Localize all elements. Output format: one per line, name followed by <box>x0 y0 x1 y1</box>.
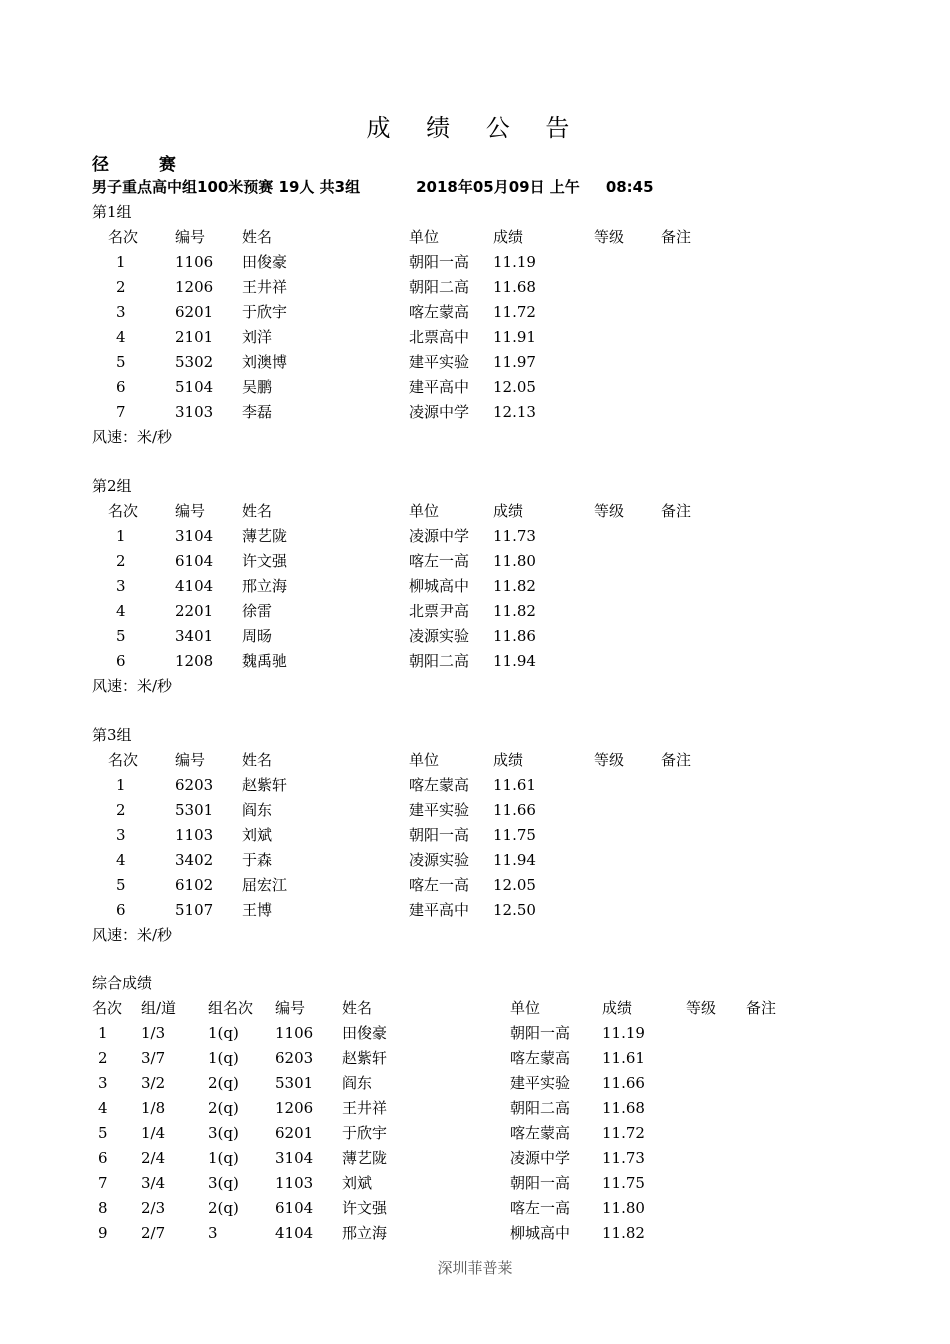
event-line <box>92 176 654 197</box>
cell-unit: 建平高中 <box>409 378 470 396</box>
header-rank: 名次 <box>108 751 139 769</box>
table-row <box>0 1146 950 1171</box>
cell-result: 11.97 <box>493 353 536 371</box>
header-unit: 单位 <box>409 228 440 246</box>
wind-speed: 风速：米/秒 <box>92 926 173 944</box>
cell-name: 邢立海 <box>342 1224 388 1242</box>
cell-bib: 3402 <box>175 851 214 869</box>
header-result: 成绩 <box>493 751 524 769</box>
cell-rank: 5 <box>116 876 126 894</box>
cell-bib: 1103 <box>275 1174 314 1192</box>
table-row <box>0 574 950 599</box>
cell-unit: 喀左蒙高 <box>409 303 470 321</box>
cell-rank: 2 <box>116 801 126 819</box>
table-row <box>0 649 950 674</box>
cell-unit: 喀左一高 <box>510 1199 571 1217</box>
cell-heat-lane: 3/7 <box>141 1049 166 1067</box>
cell-result: 11.73 <box>602 1149 645 1167</box>
cell-bib: 1106 <box>275 1024 314 1042</box>
cell-bib: 1206 <box>275 1099 314 1117</box>
cell-bib: 6104 <box>275 1199 314 1217</box>
table-row <box>0 524 950 549</box>
table-row <box>0 1096 950 1121</box>
cell-rank: 8 <box>98 1199 108 1217</box>
cell-result: 12.05 <box>493 378 536 396</box>
cell-result: 11.94 <box>493 652 536 670</box>
cell-rank: 2 <box>98 1049 108 1067</box>
cell-heat-rank: 2(q) <box>208 1074 239 1092</box>
header-bib: 编号 <box>175 228 206 246</box>
table-row <box>0 300 950 325</box>
table-row <box>0 375 950 400</box>
cell-rank: 3 <box>98 1074 108 1092</box>
cell-unit: 朝阳一高 <box>510 1024 571 1042</box>
group-header-row <box>0 499 950 524</box>
cell-heat-lane: 1/8 <box>141 1099 166 1117</box>
cell-name: 周旸 <box>242 627 273 645</box>
cell-result: 11.72 <box>493 303 536 321</box>
cell-rank: 4 <box>116 602 126 620</box>
cell-bib: 5302 <box>175 353 214 371</box>
cell-name: 薄艺陇 <box>242 527 288 545</box>
event-date: 2018年05月09日 上午 <box>416 178 580 196</box>
cell-bib: 5301 <box>275 1074 314 1092</box>
cell-result: 11.72 <box>602 1124 645 1142</box>
event-time: 08:45 <box>605 178 654 196</box>
cell-name: 于森 <box>242 851 273 869</box>
header-note: 备注 <box>746 999 777 1017</box>
cell-unit: 喀左蒙高 <box>510 1124 571 1142</box>
cell-rank: 1 <box>98 1024 108 1042</box>
cell-bib: 4104 <box>275 1224 314 1242</box>
overall-label: 综合成绩 <box>92 974 153 992</box>
header-unit: 单位 <box>409 751 440 769</box>
header-grade: 等级 <box>594 228 625 246</box>
cell-rank: 4 <box>98 1099 108 1117</box>
header-heat-rank: 组名次 <box>208 999 254 1017</box>
table-row <box>0 350 950 375</box>
header-rank: 名次 <box>108 228 139 246</box>
cell-rank: 4 <box>116 328 126 346</box>
cell-name: 许文强 <box>342 1199 388 1217</box>
cell-result: 11.19 <box>602 1024 645 1042</box>
cell-name: 赵紫轩 <box>342 1049 388 1067</box>
header-rank: 名次 <box>92 999 123 1017</box>
table-row <box>0 599 950 624</box>
cell-bib: 5301 <box>175 801 214 819</box>
group-header-row <box>0 225 950 250</box>
footer-brand: 深圳菲普莱 <box>437 1259 513 1277</box>
cell-unit: 北票尹高 <box>409 602 470 620</box>
cell-result: 12.05 <box>493 876 536 894</box>
cell-name: 刘澳博 <box>242 353 288 371</box>
header-bib: 编号 <box>175 502 206 520</box>
cell-rank: 2 <box>116 552 126 570</box>
cell-name: 王井祥 <box>342 1099 388 1117</box>
table-row <box>0 773 950 798</box>
table-row <box>0 1221 950 1246</box>
header-grade: 等级 <box>686 999 717 1017</box>
cell-unit: 凌源中学 <box>409 527 470 545</box>
cell-result: 11.19 <box>493 253 536 271</box>
table-row <box>0 400 950 425</box>
cell-rank: 1 <box>116 776 126 794</box>
cell-heat-rank: 2(q) <box>208 1199 239 1217</box>
header-result: 成绩 <box>602 999 633 1017</box>
cell-unit: 建平高中 <box>409 901 470 919</box>
cell-unit: 朝阳一高 <box>510 1174 571 1192</box>
cell-rank: 5 <box>116 353 126 371</box>
cell-name: 赵紫轩 <box>242 776 288 794</box>
cell-name: 屈宏江 <box>242 876 288 894</box>
cell-result: 12.50 <box>493 901 536 919</box>
header-note: 备注 <box>661 502 692 520</box>
cell-bib: 2101 <box>175 328 214 346</box>
cell-heat-lane: 1/4 <box>141 1124 166 1142</box>
cell-name: 刘斌 <box>342 1174 373 1192</box>
cell-rank: 1 <box>116 527 126 545</box>
cell-unit: 朝阳二高 <box>510 1099 571 1117</box>
cell-name: 许文强 <box>242 552 288 570</box>
cell-heat-rank: 2(q) <box>208 1099 239 1117</box>
cell-heat-lane: 3/4 <box>141 1174 166 1192</box>
cell-bib: 3103 <box>175 403 214 421</box>
cell-result: 11.82 <box>493 577 536 595</box>
section-heading: 径 赛 <box>92 155 198 175</box>
table-row <box>0 275 950 300</box>
cell-bib: 1103 <box>175 826 214 844</box>
overall-header-row <box>0 996 950 1021</box>
cell-unit: 凌源中学 <box>510 1149 571 1167</box>
cell-heat-lane: 2/7 <box>141 1224 166 1242</box>
cell-result: 11.80 <box>602 1199 645 1217</box>
cell-unit: 北票高中 <box>409 328 470 346</box>
cell-result: 11.94 <box>493 851 536 869</box>
cell-unit: 凌源实验 <box>409 851 470 869</box>
cell-result: 11.82 <box>493 602 536 620</box>
group-label: 第3组 <box>92 726 132 744</box>
table-row <box>0 1071 950 1096</box>
cell-rank: 6 <box>98 1149 108 1167</box>
cell-bib: 6203 <box>175 776 214 794</box>
cell-heat-lane: 2/4 <box>141 1149 166 1167</box>
cell-unit: 建平实验 <box>510 1074 571 1092</box>
cell-rank: 9 <box>98 1224 108 1242</box>
table-row <box>0 1121 950 1146</box>
cell-name: 刘斌 <box>242 826 273 844</box>
table-row <box>0 624 950 649</box>
cell-rank: 7 <box>98 1174 108 1192</box>
cell-result: 11.73 <box>493 527 536 545</box>
cell-name: 王博 <box>242 901 273 919</box>
cell-bib: 6203 <box>275 1049 314 1067</box>
cell-rank: 6 <box>116 378 126 396</box>
cell-unit: 凌源中学 <box>409 403 470 421</box>
cell-rank: 5 <box>98 1124 108 1142</box>
table-row <box>0 1046 950 1071</box>
cell-rank: 1 <box>116 253 126 271</box>
cell-name: 李磊 <box>242 403 273 421</box>
table-row <box>0 798 950 823</box>
cell-result: 11.82 <box>602 1224 645 1242</box>
cell-result: 11.61 <box>493 776 536 794</box>
cell-result: 11.75 <box>602 1174 645 1192</box>
header-bib: 编号 <box>175 751 206 769</box>
header-bib: 编号 <box>275 999 306 1017</box>
cell-result: 11.91 <box>493 328 536 346</box>
header-heat-lane: 组/道 <box>141 999 177 1017</box>
cell-heat-rank: 1(q) <box>208 1149 239 1167</box>
table-row <box>0 549 950 574</box>
group-header-row <box>0 748 950 773</box>
cell-name: 邢立海 <box>242 577 288 595</box>
header-name: 姓名 <box>242 751 273 769</box>
group-label: 第2组 <box>92 477 132 495</box>
cell-unit: 喀左蒙高 <box>409 776 470 794</box>
table-row <box>0 873 950 898</box>
header-name: 姓名 <box>242 502 273 520</box>
header-result: 成绩 <box>493 502 524 520</box>
cell-name: 吴鹏 <box>242 378 273 396</box>
header-note: 备注 <box>661 228 692 246</box>
header-note: 备注 <box>661 751 692 769</box>
cell-heat-rank: 3(q) <box>208 1174 239 1192</box>
cell-rank: 6 <box>116 652 126 670</box>
cell-bib: 3104 <box>175 527 214 545</box>
cell-name: 阎东 <box>242 801 273 819</box>
header-result: 成绩 <box>493 228 524 246</box>
cell-bib: 5104 <box>175 378 214 396</box>
header-unit: 单位 <box>510 999 541 1017</box>
cell-heat-rank: 1(q) <box>208 1049 239 1067</box>
cell-name: 于欣宇 <box>242 303 288 321</box>
cell-rank: 3 <box>116 303 126 321</box>
table-row <box>0 1171 950 1196</box>
cell-rank: 5 <box>116 627 126 645</box>
table-row <box>0 823 950 848</box>
cell-unit: 建平实验 <box>409 353 470 371</box>
cell-bib: 6201 <box>175 303 214 321</box>
event-name: 男子重点高中组100米预赛 19人 共3组 <box>92 178 361 196</box>
cell-unit: 朝阳二高 <box>409 652 470 670</box>
cell-bib: 5107 <box>175 901 214 919</box>
cell-result: 11.66 <box>602 1074 645 1092</box>
cell-unit: 喀左蒙高 <box>510 1049 571 1067</box>
cell-name: 于欣宇 <box>342 1124 388 1142</box>
cell-rank: 6 <box>116 901 126 919</box>
cell-name: 阎东 <box>342 1074 373 1092</box>
cell-bib: 2201 <box>175 602 214 620</box>
table-row <box>0 325 950 350</box>
cell-bib: 3401 <box>175 627 214 645</box>
cell-unit: 柳城高中 <box>510 1224 571 1242</box>
cell-bib: 1106 <box>175 253 214 271</box>
cell-unit: 朝阳一高 <box>409 253 470 271</box>
cell-rank: 3 <box>116 826 126 844</box>
group-label: 第1组 <box>92 203 132 221</box>
cell-name: 田俊豪 <box>342 1024 388 1042</box>
cell-rank: 4 <box>116 851 126 869</box>
cell-heat-rank: 1(q) <box>208 1024 239 1042</box>
wind-speed: 风速：米/秒 <box>92 428 173 446</box>
cell-heat-lane: 1/3 <box>141 1024 166 1042</box>
cell-unit: 朝阳一高 <box>409 826 470 844</box>
cell-name: 王井祥 <box>242 278 288 296</box>
cell-bib: 1206 <box>175 278 214 296</box>
cell-unit: 喀左一高 <box>409 876 470 894</box>
wind-speed: 风速：米/秒 <box>92 677 173 695</box>
cell-unit: 朝阳二高 <box>409 278 470 296</box>
cell-rank: 2 <box>116 278 126 296</box>
table-row <box>0 250 950 275</box>
table-row <box>0 898 950 923</box>
header-name: 姓名 <box>342 999 373 1017</box>
cell-heat-lane: 3/2 <box>141 1074 166 1092</box>
page-title: 成 绩 公 告 <box>366 114 584 142</box>
cell-name: 田俊豪 <box>242 253 288 271</box>
cell-unit: 柳城高中 <box>409 577 470 595</box>
cell-heat-rank: 3 <box>208 1224 218 1242</box>
cell-heat-rank: 3(q) <box>208 1124 239 1142</box>
cell-rank: 7 <box>116 403 126 421</box>
cell-unit: 建平实验 <box>409 801 470 819</box>
cell-result: 11.68 <box>602 1099 645 1117</box>
cell-bib: 6102 <box>175 876 214 894</box>
cell-unit: 凌源实验 <box>409 627 470 645</box>
header-grade: 等级 <box>594 751 625 769</box>
cell-result: 11.75 <box>493 826 536 844</box>
cell-name: 薄艺陇 <box>342 1149 388 1167</box>
header-name: 姓名 <box>242 228 273 246</box>
cell-result: 12.13 <box>493 403 536 421</box>
cell-name: 徐雷 <box>242 602 273 620</box>
cell-result: 11.66 <box>493 801 536 819</box>
cell-result: 11.61 <box>602 1049 645 1067</box>
header-rank: 名次 <box>108 502 139 520</box>
cell-bib: 6104 <box>175 552 214 570</box>
cell-result: 11.80 <box>493 552 536 570</box>
cell-result: 11.86 <box>493 627 536 645</box>
cell-result: 11.68 <box>493 278 536 296</box>
cell-heat-lane: 2/3 <box>141 1199 166 1217</box>
cell-bib: 4104 <box>175 577 214 595</box>
cell-bib: 3104 <box>275 1149 314 1167</box>
cell-bib: 6201 <box>275 1124 314 1142</box>
cell-rank: 3 <box>116 577 126 595</box>
header-unit: 单位 <box>409 502 440 520</box>
cell-unit: 喀左一高 <box>409 552 470 570</box>
table-row <box>0 1021 950 1046</box>
table-row <box>0 1196 950 1221</box>
cell-name: 刘洋 <box>242 328 273 346</box>
cell-bib: 1208 <box>175 652 214 670</box>
cell-name: 魏禹驰 <box>242 652 288 670</box>
header-grade: 等级 <box>594 502 625 520</box>
table-row <box>0 848 950 873</box>
